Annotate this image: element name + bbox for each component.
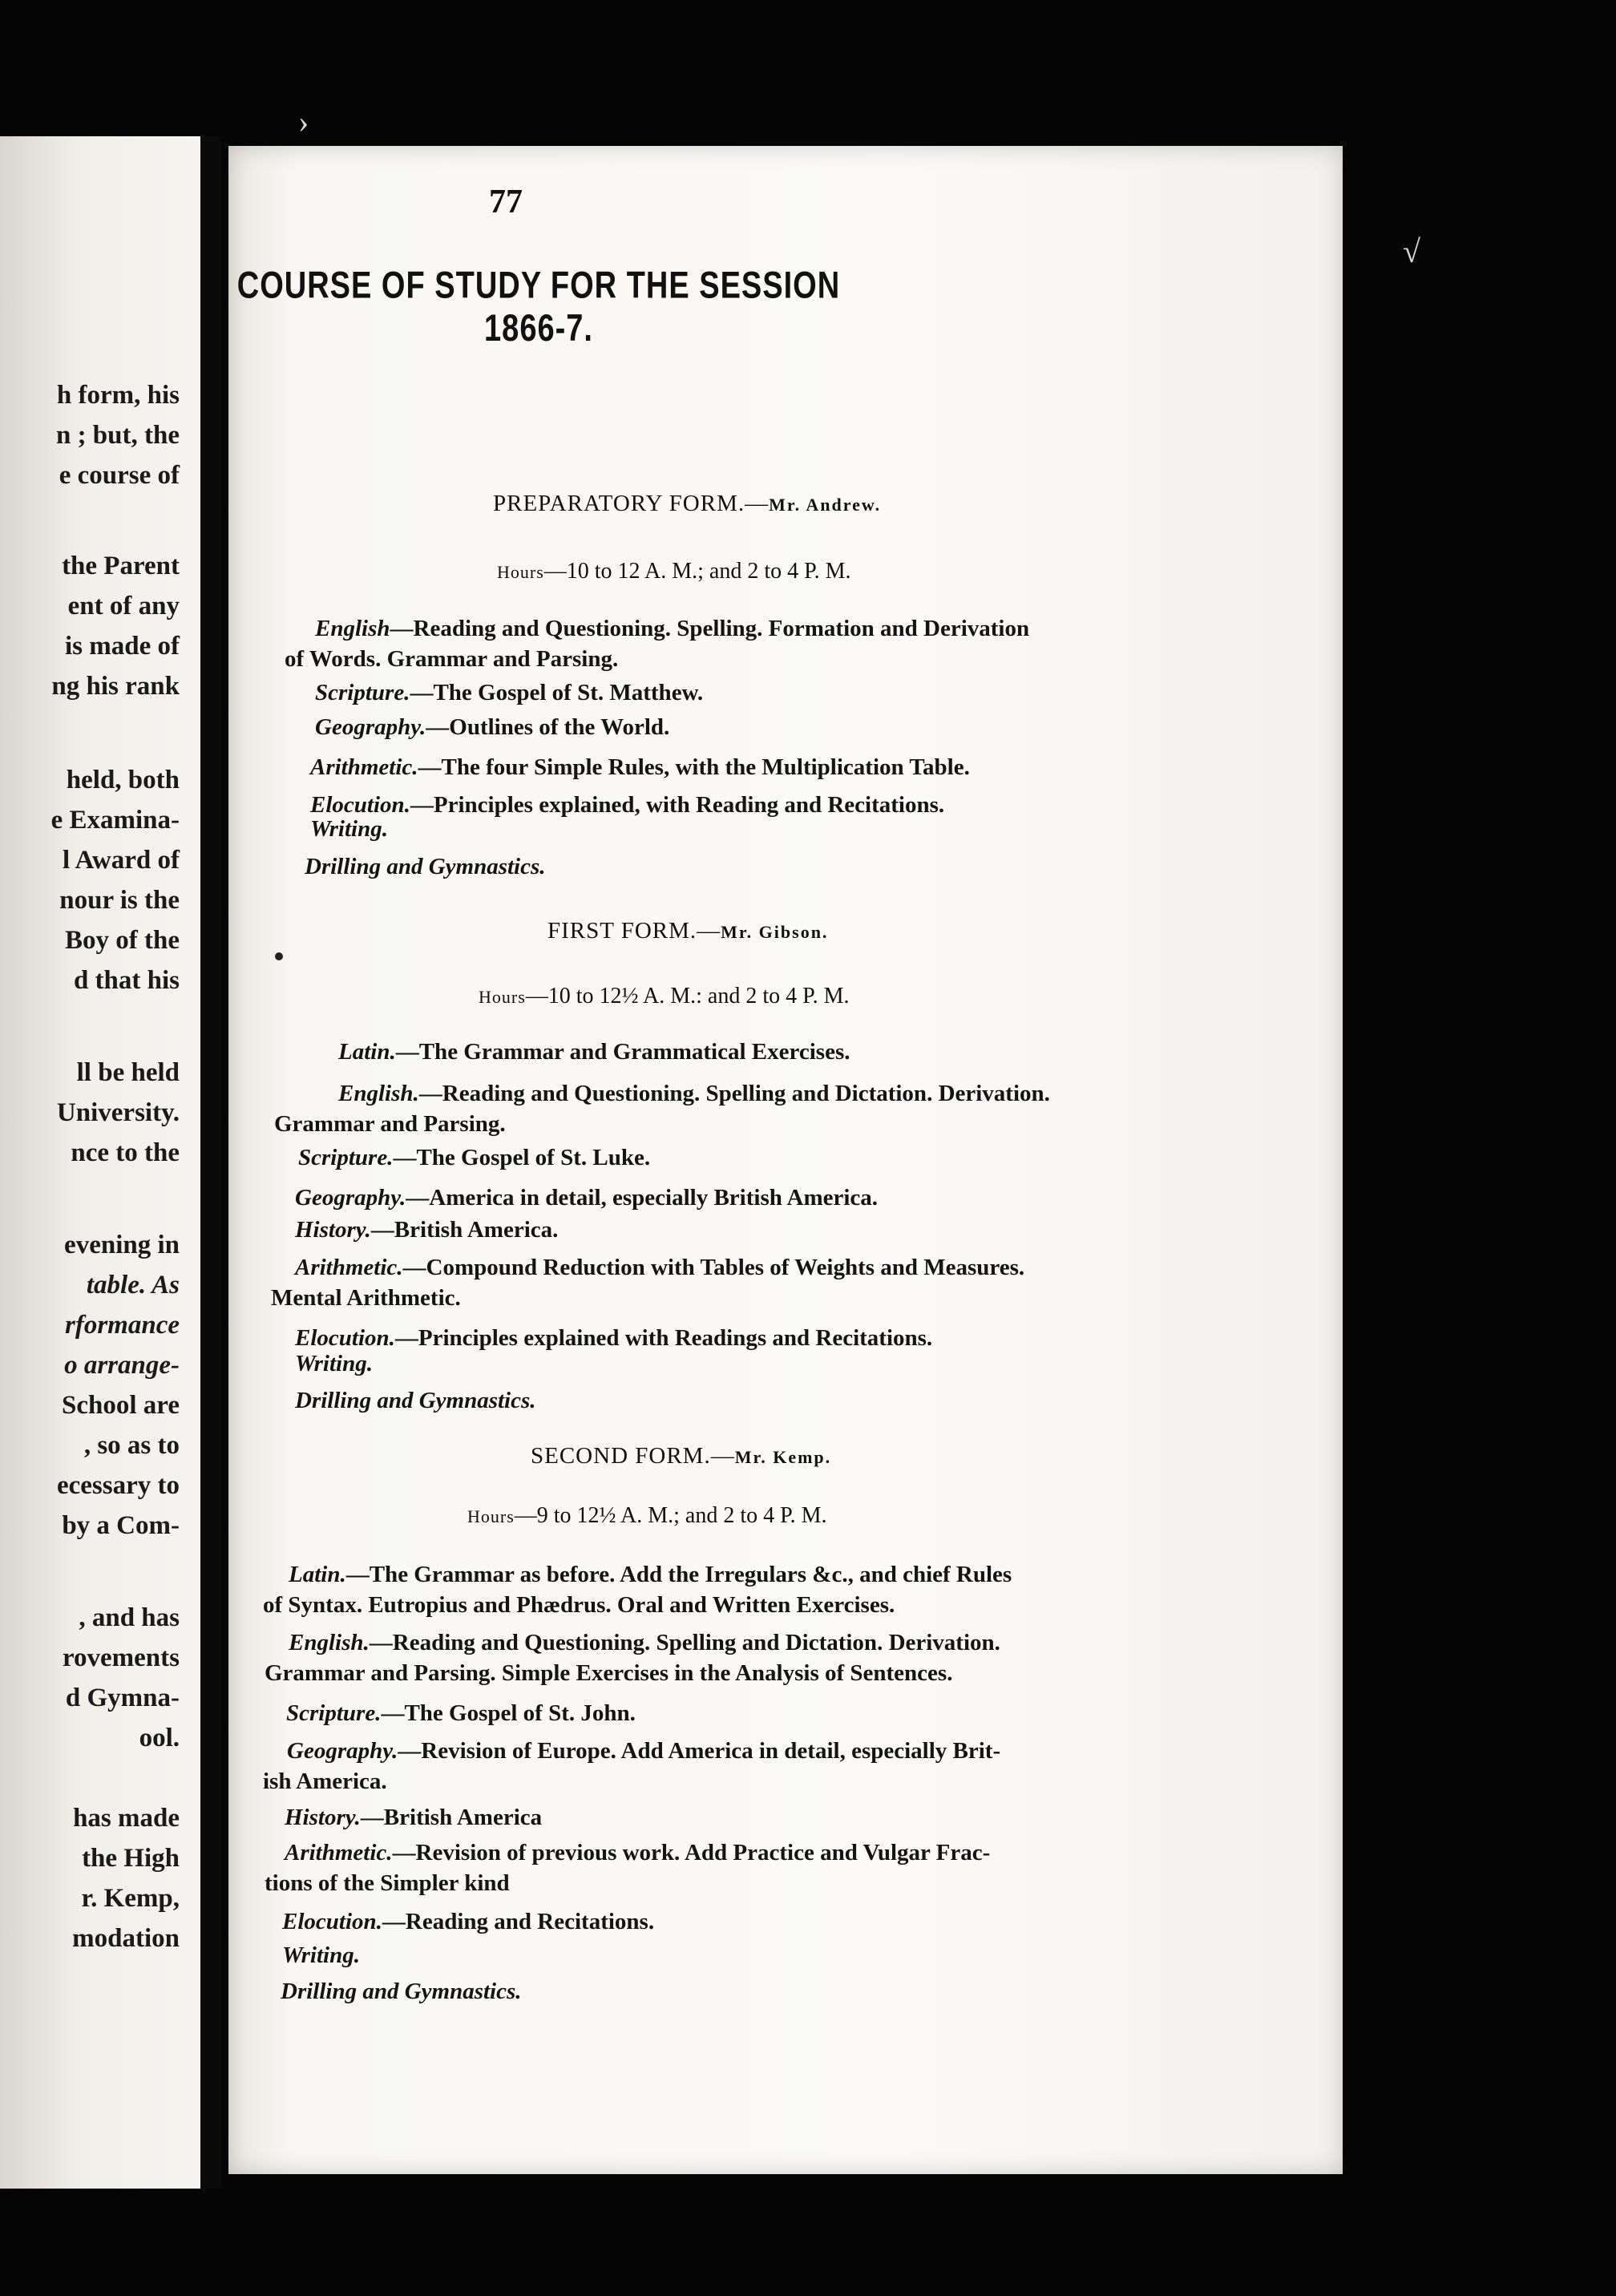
subject-name: History. bbox=[285, 1805, 361, 1830]
subject-name: Latin. bbox=[289, 1562, 346, 1587]
subject-entry bbox=[295, 1182, 878, 1213]
subject-name: Writing. bbox=[282, 1942, 360, 1968]
left-page-line: held, both bbox=[66, 766, 180, 794]
subject-text: —Compound Reduction with Tables of Weights and Measures. bbox=[402, 1255, 1025, 1280]
left-page-line: o arrange- bbox=[64, 1351, 180, 1380]
hours-text: —10 to 12 A. M.; and 2 to 4 P. M. bbox=[543, 559, 851, 584]
subject-entry bbox=[295, 1323, 932, 1353]
subject-name: Drilling and Gymnastics. bbox=[295, 1388, 536, 1413]
subject-text-cont: Grammar and Parsing. bbox=[274, 1111, 506, 1137]
subject-entry bbox=[285, 613, 1029, 674]
left-page-line: h form, his bbox=[56, 381, 180, 410]
subject-name: English bbox=[315, 616, 390, 641]
subject-name: Scripture. bbox=[315, 680, 410, 705]
form-heading bbox=[547, 918, 828, 944]
left-page-line: evening in bbox=[64, 1231, 180, 1259]
subject-text: —British America bbox=[360, 1805, 543, 1830]
subject-entry bbox=[295, 1348, 373, 1379]
form-hours bbox=[479, 984, 849, 1009]
subject-entry bbox=[315, 712, 669, 742]
subject-text: —America in detail, especially British America. bbox=[406, 1185, 879, 1211]
subject-text: —The Grammar as before. Add the Irregulars &c., and chief Rules bbox=[345, 1562, 1012, 1587]
subject-text-cont: tions of the Simpler kind bbox=[265, 1870, 510, 1896]
subject-text: —The Gospel of St. Matthew. bbox=[410, 680, 704, 705]
subject-entry bbox=[295, 1215, 558, 1245]
subject-name: English. bbox=[338, 1081, 419, 1106]
form-hours bbox=[467, 1503, 826, 1529]
left-page-line: r. Kemp, bbox=[81, 1884, 180, 1913]
subject-text: —Principles explained with Readings and Recitations. bbox=[394, 1325, 933, 1351]
form-master: Mr. Kemp. bbox=[734, 1447, 832, 1467]
subject-name: Drilling and Gymnastics. bbox=[281, 1979, 522, 2004]
subject-name: Elocution. bbox=[282, 1909, 382, 1934]
left-page-line: modation bbox=[72, 1924, 180, 1953]
subject-name: Arithmetic. bbox=[285, 1840, 393, 1866]
subject-text: —Reading and Recitations. bbox=[382, 1909, 655, 1934]
left-page-line: ent of any bbox=[67, 592, 180, 620]
hours-label: Hours bbox=[467, 1506, 515, 1526]
subject-text: —Reading and Questioning. Spelling and Dictation. Derivation. bbox=[369, 1630, 1000, 1655]
left-page-line: ll be held bbox=[76, 1058, 180, 1087]
subject-text: —The Gospel of St. Luke. bbox=[393, 1145, 651, 1170]
subject-text: —The Grammar and Grammatical Exercises. bbox=[395, 1039, 850, 1065]
form-master: Mr. Gibson. bbox=[721, 922, 829, 942]
subject-text: —Reading and Questioning. Spelling. Formation and Derivation bbox=[390, 616, 1030, 641]
left-page-line: e course of bbox=[59, 461, 180, 490]
left-page-line: d that his bbox=[73, 966, 180, 995]
subject-text: —Revision of previous work. Add Practice and Vulgar Frac- bbox=[392, 1840, 991, 1866]
subject-entry bbox=[271, 1252, 1024, 1313]
left-page-line: ecessary to bbox=[56, 1471, 180, 1500]
left-page-line: is made of bbox=[65, 632, 180, 661]
scan-mark: › bbox=[298, 103, 309, 139]
subject-text: —British America. bbox=[370, 1217, 559, 1243]
left-page-line: n ; but, the bbox=[55, 421, 180, 450]
form-hours bbox=[497, 559, 850, 584]
subject-name: Scripture. bbox=[298, 1145, 394, 1170]
subject-name: Scripture. bbox=[286, 1700, 382, 1726]
left-page-line: the High bbox=[82, 1844, 180, 1873]
subject-entry bbox=[338, 1037, 850, 1067]
subject-name: Drilling and Gymnastics. bbox=[305, 854, 546, 879]
hours-label: Hours bbox=[479, 987, 526, 1007]
left-page-line: nour is the bbox=[59, 886, 180, 915]
left-page-line: Boy of the bbox=[65, 926, 180, 955]
subject-text-cont: ish America. bbox=[263, 1768, 387, 1794]
subject-entry bbox=[274, 1078, 1050, 1139]
hours-label: Hours bbox=[497, 562, 544, 582]
subject-entry bbox=[298, 1142, 650, 1173]
form-name: PREPARATORY FORM.— bbox=[493, 491, 770, 516]
subject-name: Latin. bbox=[338, 1039, 396, 1065]
left-page-line: ool. bbox=[139, 1724, 180, 1752]
subject-entry bbox=[310, 790, 944, 820]
subject-name: Elocution. bbox=[310, 792, 410, 818]
subject-entry bbox=[282, 1940, 360, 1971]
subject-entry bbox=[305, 851, 546, 882]
subject-name: Geography. bbox=[315, 714, 426, 740]
subject-name: Arithmetic. bbox=[295, 1255, 403, 1280]
left-page-line: l Award of bbox=[62, 846, 180, 875]
subject-entry bbox=[286, 1698, 636, 1728]
left-page-line: University. bbox=[56, 1098, 180, 1127]
subject-entry bbox=[282, 1906, 654, 1937]
form-name: FIRST FORM.— bbox=[547, 918, 721, 944]
page-title: COURSE OF STUDY FOR THE SESSION 1866-7. bbox=[236, 265, 841, 350]
left-page-line: the Parent bbox=[62, 552, 180, 580]
subject-text-cont: of Syntax. Eutropius and Phædrus. Oral and Written Exercises. bbox=[263, 1592, 895, 1618]
subject-text-cont: of Words. Grammar and Parsing. bbox=[285, 646, 619, 672]
subject-name: Elocution. bbox=[295, 1325, 395, 1351]
left-page-line: rovements bbox=[62, 1643, 180, 1672]
form-master: Mr. Andrew. bbox=[769, 495, 882, 515]
subject-entry bbox=[263, 1559, 1012, 1620]
subject-text: —The Gospel of St. John. bbox=[381, 1700, 636, 1726]
left-page-line: School are bbox=[62, 1391, 180, 1420]
subject-text-cont: Grammar and Parsing. Simple Exercises in the Analysis of Sentences. bbox=[265, 1660, 953, 1686]
left-page-line: ng his rank bbox=[51, 672, 180, 701]
left-page-line: has made bbox=[73, 1804, 180, 1833]
subject-text-cont: Mental Arithmetic. bbox=[271, 1285, 461, 1311]
left-page-line: e Examina- bbox=[50, 806, 180, 835]
form-name: SECOND FORM.— bbox=[531, 1443, 735, 1469]
subject-name: Writing. bbox=[310, 816, 388, 842]
hours-text: —10 to 12½ A. M.: and 2 to 4 P. M. bbox=[525, 984, 850, 1009]
subject-name: Geography. bbox=[287, 1738, 398, 1764]
subject-entry bbox=[285, 1802, 542, 1833]
subject-entry bbox=[265, 1837, 990, 1898]
left-page-line: nce to the bbox=[71, 1138, 180, 1167]
subject-text: —Outlines of the World. bbox=[426, 714, 670, 740]
form-heading bbox=[493, 491, 881, 517]
left-page-line: , and has bbox=[79, 1603, 180, 1632]
subject-entry bbox=[310, 814, 388, 844]
left-page-line: rformance bbox=[65, 1311, 180, 1340]
subject-entry bbox=[315, 677, 703, 708]
page-number: 77 bbox=[489, 184, 523, 220]
subject-entry bbox=[281, 1976, 522, 2007]
subject-name: English. bbox=[289, 1630, 370, 1655]
left-page-line: table. As bbox=[86, 1271, 180, 1300]
left-page-line: d Gymna- bbox=[65, 1684, 180, 1712]
form-heading bbox=[531, 1443, 831, 1469]
hours-text: —9 to 12½ A. M.; and 2 to 4 P. M. bbox=[514, 1503, 827, 1528]
subject-text: —Principles explained, with Reading and Recitations. bbox=[410, 792, 945, 818]
ink-dot bbox=[275, 952, 283, 960]
left-page-line: , so as to bbox=[83, 1431, 180, 1460]
subject-entry bbox=[265, 1627, 1000, 1688]
subject-name: Writing. bbox=[295, 1351, 373, 1376]
left-page-line: by a Com- bbox=[62, 1511, 180, 1540]
subject-text: —Reading and Questioning. Spelling and Dictation. Derivation. bbox=[418, 1081, 1050, 1106]
subject-text: —Revision of Europe. Add America in detail, especially Brit- bbox=[398, 1738, 1001, 1764]
scan-mark: √ bbox=[1403, 233, 1420, 269]
subject-name: Geography. bbox=[295, 1185, 406, 1211]
subject-text: —The four Simple Rules, with the Multiplication Table. bbox=[418, 754, 970, 780]
subject-entry bbox=[310, 752, 970, 782]
subject-entry bbox=[295, 1385, 536, 1416]
subject-name: Arithmetic. bbox=[310, 754, 418, 780]
subject-entry bbox=[263, 1736, 1000, 1797]
subject-name: History. bbox=[295, 1217, 371, 1243]
